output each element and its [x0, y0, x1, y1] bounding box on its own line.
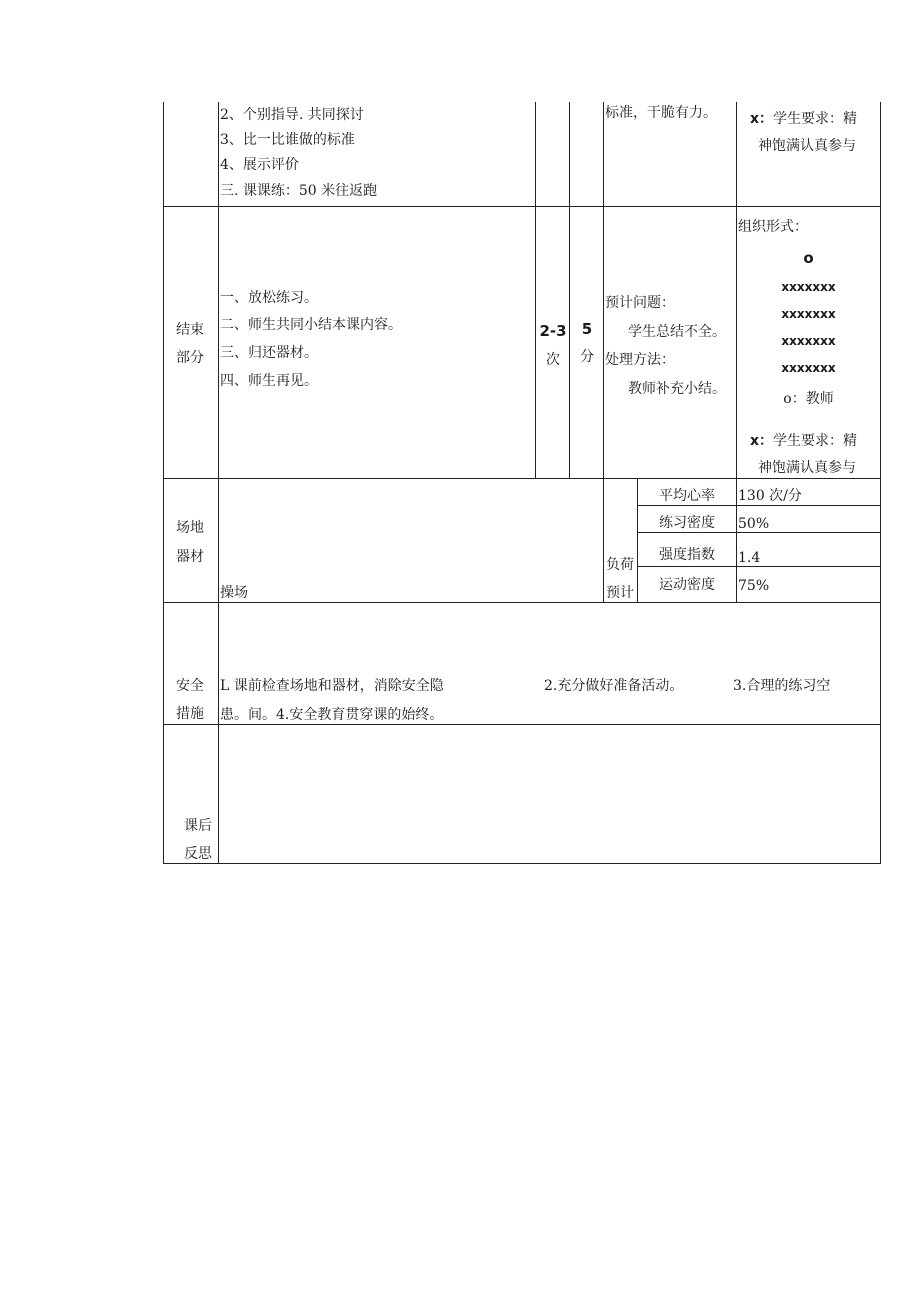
metric-value: 75% [738, 578, 770, 594]
method-label: 处理方法： [605, 352, 675, 368]
row-divider [219, 724, 881, 725]
metric-value: 50% [738, 516, 770, 532]
content-line: 一、放松练习。 [220, 290, 318, 306]
content-line: 4、展示评价 [220, 157, 299, 173]
content-line: 3、比一比谁做的标准 [220, 132, 355, 148]
student-formation-row: xxxxxxx [781, 280, 836, 294]
content-line: 四、师生再见。 [220, 373, 318, 389]
metric-name: 强度指数 [659, 547, 715, 563]
section-label: 安全 [176, 678, 204, 694]
metric-name: 平均心率 [659, 488, 715, 504]
metric-value: 1.4 [738, 550, 761, 566]
student-formation-row: xxxxxxx [781, 361, 836, 375]
table-right-border [880, 102, 881, 864]
safety-item: L 课前检查场地和器材，消除安全隐 [220, 678, 444, 694]
section-label: 结束 [176, 322, 204, 338]
teaching-notes: 标准，干脆有力。 [605, 105, 717, 121]
load-label: 负荷 [606, 557, 634, 573]
row-divider [163, 478, 881, 479]
content-line: 2、个别指导. 共同探讨 [220, 107, 364, 123]
section-label: 场地 [176, 520, 204, 536]
safety-item: 3.合理的练习空 [733, 678, 831, 694]
student-requirement: 神饱满认真参与 [758, 460, 856, 476]
duration-value: 5 [581, 320, 593, 338]
venue-value: 操场 [220, 585, 248, 601]
section-label: 课后 [184, 818, 212, 834]
content-line: 二、师生共同小结本课内容。 [220, 317, 402, 333]
metric-value: 130 次/分 [738, 488, 802, 504]
student-symbol-legend: x： [750, 111, 774, 127]
content-line: 三. 课课练：50 米往返跑 [220, 183, 378, 199]
safety-item: 患。间。4.安全教育贯穿课的始终。 [220, 707, 444, 723]
column-divider [218, 102, 219, 864]
row-divider [163, 206, 219, 207]
metric-divider [637, 505, 881, 506]
student-formation-row: xxxxxxx [781, 307, 836, 321]
metric-name: 运动密度 [659, 577, 715, 593]
column-divider [535, 102, 536, 479]
repetition-count: 2-3 [539, 322, 567, 340]
student-formation-row: xxxxxxx [781, 334, 836, 348]
row-divider [219, 206, 881, 207]
section-label: 措施 [176, 706, 204, 722]
problem-text: 学生总结不全。 [628, 324, 726, 340]
section-label: 部分 [176, 350, 204, 366]
teacher-position-icon: o [803, 249, 814, 267]
student-requirement: 神饱满认真参与 [758, 138, 856, 154]
metric-name: 练习密度 [659, 515, 715, 531]
student-requirement: 学生要求：精 [773, 111, 858, 127]
table-bottom-border [163, 863, 881, 864]
method-text: 教师补充小结。 [628, 381, 726, 397]
section-label: 反思 [184, 846, 212, 862]
section-label: 器材 [176, 549, 204, 565]
duration-unit: 分 [580, 349, 594, 365]
student-requirement: 学生要求：精 [773, 433, 858, 449]
teacher-legend: o：教师 [783, 391, 834, 407]
student-symbol-legend: x： [750, 433, 774, 449]
table-left-border [163, 102, 164, 864]
safety-item: 2.充分做好准备活动。 [544, 678, 684, 694]
problem-label: 预计问题： [605, 295, 675, 311]
row-divider [163, 602, 881, 603]
column-divider [736, 102, 737, 603]
organization-title: 组织形式： [738, 219, 808, 235]
repetition-unit: 次 [546, 352, 560, 368]
load-label: 预计 [606, 585, 634, 601]
column-divider [569, 102, 570, 479]
content-line: 三、归还器材。 [220, 345, 318, 361]
row-divider [163, 724, 219, 725]
